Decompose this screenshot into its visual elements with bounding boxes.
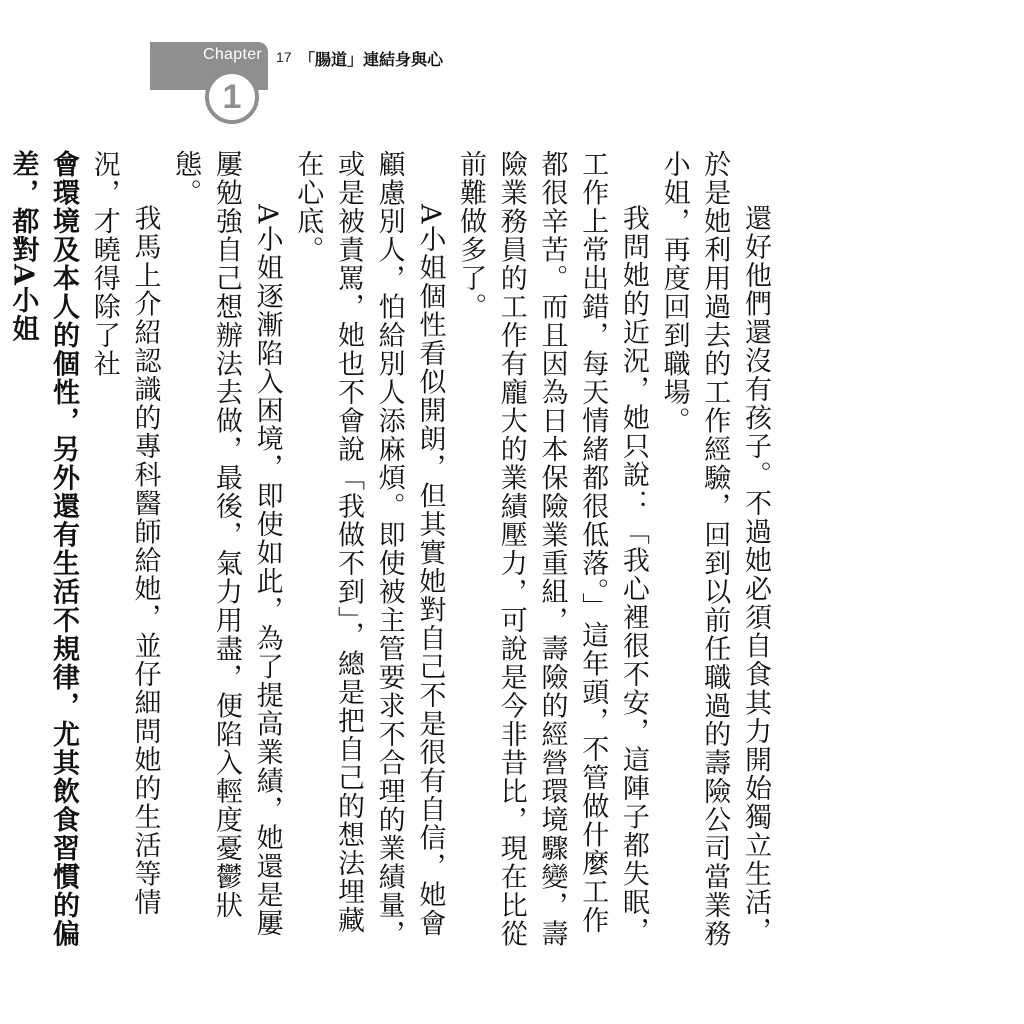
chapter-number-badge: 1 — [205, 70, 259, 124]
chapter-title: 「腸道」連結身與心 — [299, 50, 444, 69]
paragraph-bold: 會環境及本人的個性，另外還有生活不規律，尤其飲食習慣的偏差，都對A小姐 — [7, 150, 80, 948]
body-text — [7, 150, 775, 950]
page-number: 17 — [276, 49, 292, 65]
paragraph: A小姐逐漸陷入困境，即使如此，為了提高業績，她還是屢屢勉強自己想辦法去做，最後，氣力用盡，便陷入輕度憂鬱狀態。 — [170, 150, 283, 938]
chapter-label: Chapter — [203, 46, 263, 63]
paragraph: 我問她的近況，她只說：「我心裡很不安，這陣子都失眠，工作上常出錯，每天情緒都很低落。」這年頭，不管做什麼工作都很辛苦。而且因為日本保險業重組，壽險的經營環境驟變，壽險業務員的工作有龐大的業績壓力，可說是今非昔比，現在比從前難做多了。 — [455, 150, 649, 948]
paragraph: 還好他們還沒有孩子。不過她必須自食其力開始獨立生活，於是她利用過去的工作經驗，回到以前任職過的壽險公司當業務小姐，再度回到職場。 — [658, 150, 771, 948]
paragraph: 我馬上介紹認識的專科醫師給她，並仔細問她的生活等情況，才曉得除了社 — [88, 150, 161, 917]
paragraph: A小姐個性看似開朗，但其實她對自己不是很有自信，她會顧慮別人，怕給別人添麻煩。即使被主管要求不合理的業績量，或是被責罵，她也不會說「我做不到」，總是把自己的想法埋藏在心底。 — [292, 150, 446, 948]
page-header — [0, 0, 1024, 130]
